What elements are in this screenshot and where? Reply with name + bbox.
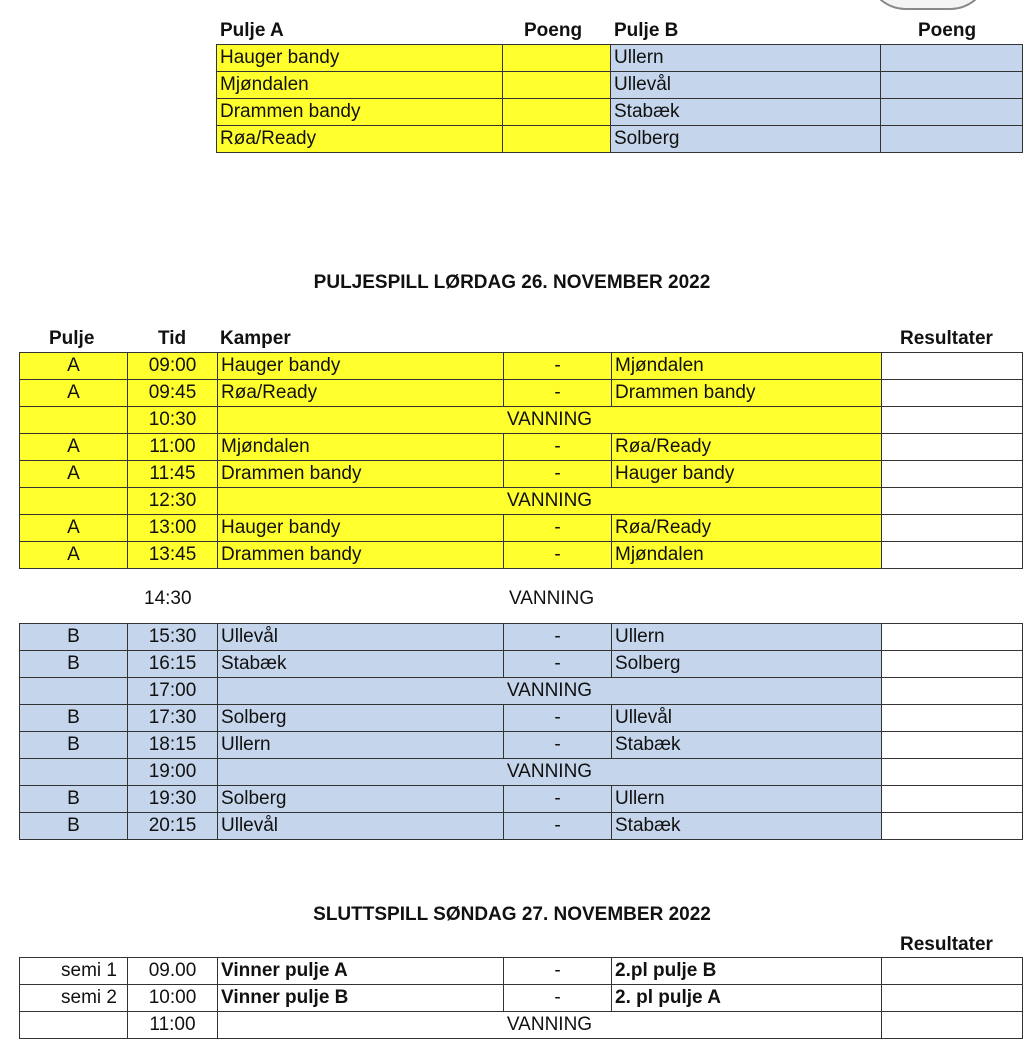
separator-cell: - xyxy=(504,542,612,569)
table-row xyxy=(20,624,1023,651)
col-results-header: Resultater xyxy=(900,328,993,349)
pool-a-points xyxy=(503,99,611,126)
away-team-cell: Mjøndalen xyxy=(612,353,882,380)
time-cell: 09:00 xyxy=(128,353,218,380)
away-team-cell: Ullern xyxy=(612,624,882,651)
home-team-cell: Ullern xyxy=(218,732,504,759)
pool-a-points xyxy=(503,45,611,72)
home-team-cell: Drammen bandy xyxy=(218,461,504,488)
result-cell xyxy=(882,353,1023,380)
table-row xyxy=(20,488,1023,515)
pool-row xyxy=(217,72,1023,99)
vanning-note: VANNING xyxy=(218,488,882,515)
away-team-cell: Ullern xyxy=(612,786,882,813)
pool-b-points xyxy=(881,126,1023,153)
result-cell xyxy=(882,434,1023,461)
table-row xyxy=(20,1012,1023,1039)
home-team-cell: Solberg xyxy=(218,786,504,813)
result-cell xyxy=(882,515,1023,542)
time-cell: 11:45 xyxy=(128,461,218,488)
vanning-note: VANNING xyxy=(218,678,882,705)
time-cell: 18:15 xyxy=(128,732,218,759)
vanning-note: VANNING xyxy=(218,1012,882,1039)
pool-table xyxy=(216,44,1023,153)
pool-a-team: Mjøndalen xyxy=(217,72,503,99)
result-cell xyxy=(882,488,1023,515)
pool-cell: B xyxy=(20,732,128,759)
pool-b-points xyxy=(881,72,1023,99)
pool-a-points xyxy=(503,126,611,153)
pool-row xyxy=(217,45,1023,72)
pool-b-team: Stabæk xyxy=(611,99,881,126)
pool-cell: A xyxy=(20,542,128,569)
home-team-cell: Vinner pulje B xyxy=(218,985,504,1012)
break-note: VANNING xyxy=(509,588,595,609)
stage-cell xyxy=(20,1012,128,1039)
pool-cell xyxy=(20,759,128,786)
result-cell xyxy=(882,624,1023,651)
away-team-cell: Mjøndalen xyxy=(612,542,882,569)
separator-cell: - xyxy=(504,985,612,1012)
time-cell: 12:30 xyxy=(128,488,218,515)
pool-a-points xyxy=(503,72,611,99)
pool-cell: A xyxy=(20,434,128,461)
stage-cell: semi 2 xyxy=(20,985,128,1012)
time-cell: 19:30 xyxy=(128,786,218,813)
pool-a-team: Drammen bandy xyxy=(217,99,503,126)
stage-cell: semi 1 xyxy=(20,958,128,985)
pool-cell: B xyxy=(20,813,128,840)
table-row xyxy=(20,407,1023,434)
time-cell: 13:45 xyxy=(128,542,218,569)
home-team-cell: Ullevål xyxy=(218,624,504,651)
away-team-cell: Røa/Ready xyxy=(612,515,882,542)
table-row xyxy=(20,380,1023,407)
result-cell xyxy=(882,985,1023,1012)
table-row xyxy=(20,461,1023,488)
result-cell xyxy=(882,732,1023,759)
time-cell: 09.00 xyxy=(128,958,218,985)
result-cell xyxy=(882,461,1023,488)
pool-b-team: Ullevål xyxy=(611,72,881,99)
result-cell xyxy=(882,759,1023,786)
pool-b-team: Ullern xyxy=(611,45,881,72)
pool-b-team: Solberg xyxy=(611,126,881,153)
pool-cell: B xyxy=(20,651,128,678)
away-team-cell: Solberg xyxy=(612,651,882,678)
pool-cell xyxy=(20,678,128,705)
time-cell: 10:30 xyxy=(128,407,218,434)
result-cell xyxy=(882,651,1023,678)
time-cell: 11:00 xyxy=(128,434,218,461)
result-cell xyxy=(882,678,1023,705)
table-row xyxy=(20,542,1023,569)
pool-cell: B xyxy=(20,786,128,813)
table-row xyxy=(20,958,1023,985)
home-team-cell: Røa/Ready xyxy=(218,380,504,407)
pool-b-points xyxy=(881,45,1023,72)
result-cell xyxy=(882,407,1023,434)
away-team-cell: Stabæk xyxy=(612,732,882,759)
pool-a-header: Pulje A xyxy=(220,20,284,41)
table-row xyxy=(20,985,1023,1012)
separator-cell: - xyxy=(504,515,612,542)
result-cell xyxy=(882,958,1023,985)
break-time: 14:30 xyxy=(144,588,192,609)
table-row xyxy=(20,813,1023,840)
away-team-cell: Røa/Ready xyxy=(612,434,882,461)
separator-cell: - xyxy=(504,434,612,461)
pool-cell xyxy=(20,407,128,434)
schedule-group-b xyxy=(19,623,1023,840)
table-row xyxy=(20,759,1023,786)
pool-b-header: Pulje B xyxy=(614,20,679,41)
result-cell xyxy=(882,705,1023,732)
home-team-cell: Solberg xyxy=(218,705,504,732)
away-team-cell: 2. pl pulje A xyxy=(612,985,882,1012)
pool-cell: B xyxy=(20,624,128,651)
sunday-results-header: Resultater xyxy=(900,934,993,955)
away-team-cell: Hauger bandy xyxy=(612,461,882,488)
pool-cell: A xyxy=(20,515,128,542)
away-team-cell: Drammen bandy xyxy=(612,380,882,407)
col-time-header: Tid xyxy=(158,328,187,349)
separator-cell: - xyxy=(504,461,612,488)
pool-row xyxy=(217,126,1023,153)
pool-cell: A xyxy=(20,461,128,488)
time-cell: 13:00 xyxy=(128,515,218,542)
pool-b-points xyxy=(881,99,1023,126)
playoff-table xyxy=(19,957,1023,1039)
home-team-cell: Stabæk xyxy=(218,651,504,678)
home-team-cell: Mjøndalen xyxy=(218,434,504,461)
col-pool-header: Pulje xyxy=(49,328,95,349)
separator-cell: - xyxy=(504,786,612,813)
time-cell: 17:00 xyxy=(128,678,218,705)
club-logo xyxy=(866,0,990,10)
away-team-cell: Stabæk xyxy=(612,813,882,840)
home-team-cell: Drammen bandy xyxy=(218,542,504,569)
pool-row xyxy=(217,99,1023,126)
away-team-cell: 2.pl pulje B xyxy=(612,958,882,985)
pool-b-points-header: Poeng xyxy=(918,20,977,41)
pool-cell: B xyxy=(20,705,128,732)
separator-cell: - xyxy=(504,353,612,380)
home-team-cell: Hauger bandy xyxy=(218,515,504,542)
separator-cell: - xyxy=(504,380,612,407)
saturday-title: PULJESPILL LØRDAG 26. NOVEMBER 2022 xyxy=(313,272,711,293)
time-cell: 10:00 xyxy=(128,985,218,1012)
separator-cell: - xyxy=(504,705,612,732)
pool-a-team: Hauger bandy xyxy=(217,45,503,72)
time-cell: 11:00 xyxy=(128,1012,218,1039)
result-cell xyxy=(882,786,1023,813)
pool-cell: A xyxy=(20,380,128,407)
time-cell: 16:15 xyxy=(128,651,218,678)
result-cell xyxy=(882,380,1023,407)
result-cell xyxy=(882,1012,1023,1039)
table-row xyxy=(20,732,1023,759)
table-row xyxy=(20,434,1023,461)
table-row xyxy=(20,515,1023,542)
pool-cell: A xyxy=(20,353,128,380)
home-team-cell: Vinner pulje A xyxy=(218,958,504,985)
time-cell: 19:00 xyxy=(128,759,218,786)
pool-a-team: Røa/Ready xyxy=(217,126,503,153)
pool-a-points-header: Poeng xyxy=(524,20,583,41)
pool-cell xyxy=(20,488,128,515)
separator-cell: - xyxy=(504,651,612,678)
table-row xyxy=(20,353,1023,380)
table-row xyxy=(20,786,1023,813)
separator-cell: - xyxy=(504,732,612,759)
schedule-group-a xyxy=(19,352,1023,569)
sunday-title: SLUTTSPILL SØNDAG 27. NOVEMBER 2022 xyxy=(313,904,711,925)
home-team-cell: Ullevål xyxy=(218,813,504,840)
result-cell xyxy=(882,813,1023,840)
time-cell: 15:30 xyxy=(128,624,218,651)
time-cell: 09:45 xyxy=(128,380,218,407)
vanning-note: VANNING xyxy=(218,759,882,786)
home-team-cell: Hauger bandy xyxy=(218,353,504,380)
table-row xyxy=(20,651,1023,678)
separator-cell: - xyxy=(504,813,612,840)
result-cell xyxy=(882,542,1023,569)
vanning-note: VANNING xyxy=(218,407,882,434)
table-row xyxy=(20,678,1023,705)
separator-cell: - xyxy=(504,624,612,651)
separator-cell: - xyxy=(504,958,612,985)
table-row xyxy=(20,705,1023,732)
col-matches-header: Kamper xyxy=(220,328,291,349)
time-cell: 17:30 xyxy=(128,705,218,732)
away-team-cell: Ullevål xyxy=(612,705,882,732)
time-cell: 20:15 xyxy=(128,813,218,840)
